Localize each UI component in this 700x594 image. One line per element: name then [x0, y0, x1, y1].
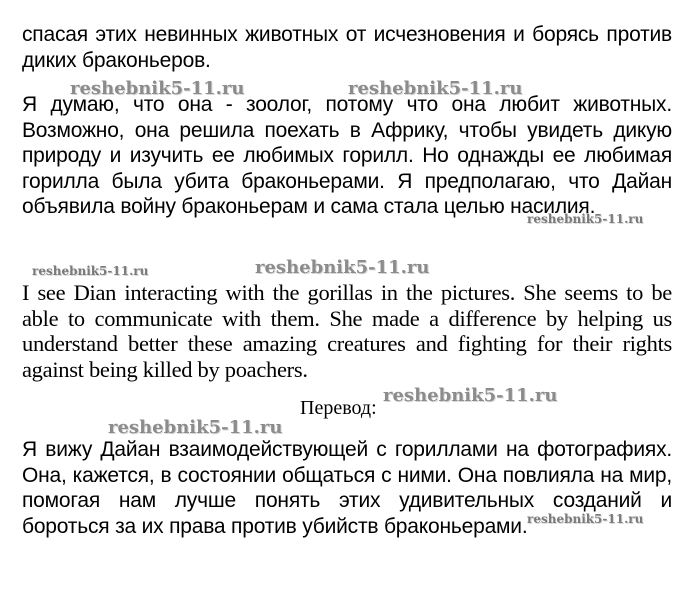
- watermark: reshebnik5-11.ru: [348, 78, 523, 99]
- watermark: reshebnik5-11.ru: [383, 385, 558, 406]
- watermark: reshebnik5-11.ru: [527, 212, 644, 226]
- watermark: reshebnik5-11.ru: [32, 264, 149, 278]
- paragraph-russian-intro: спасая этих невинных животных от исчезновения и борясь против диких браконьеров.: [22, 23, 672, 72]
- watermark: reshebnik5-11.ru: [108, 417, 283, 438]
- paragraph-russian-opinion: Я думаю, что она - зоолог, потому что она любит животных. Возможно, она решила поехать в Африку, чтобы увидеть дикую природу и изучить ее любимых горилл. Но однажды ее любимая горилла была убита браконьерами. Я предполагаю, что Дайан объявила войну браконьерам и сама стала целью насилия.: [22, 93, 672, 218]
- translation-heading: Перевод:: [300, 397, 377, 419]
- watermark: reshebnik5-11.ru: [527, 512, 644, 526]
- paragraph-russian-translation: Я вижу Дайан взаимодействующей с гориллами на фотографиях. Она, кажется, в состоянии общаться с ними. Она повлияла на мир, помогая нам лучше понять этих удивительных созданий и бороться за их права против убийств браконьерами.: [22, 438, 672, 538]
- paragraph-english-answer: I see Dian interacting with the gorillas in the pictures. She seems to be able to communicate with them. She made a difference by helping us understand better these amazing creatures and fighting for their rights against being killed by poachers.: [22, 280, 672, 382]
- watermark: reshebnik5-11.ru: [70, 78, 245, 99]
- watermark: reshebnik5-11.ru: [255, 257, 430, 278]
